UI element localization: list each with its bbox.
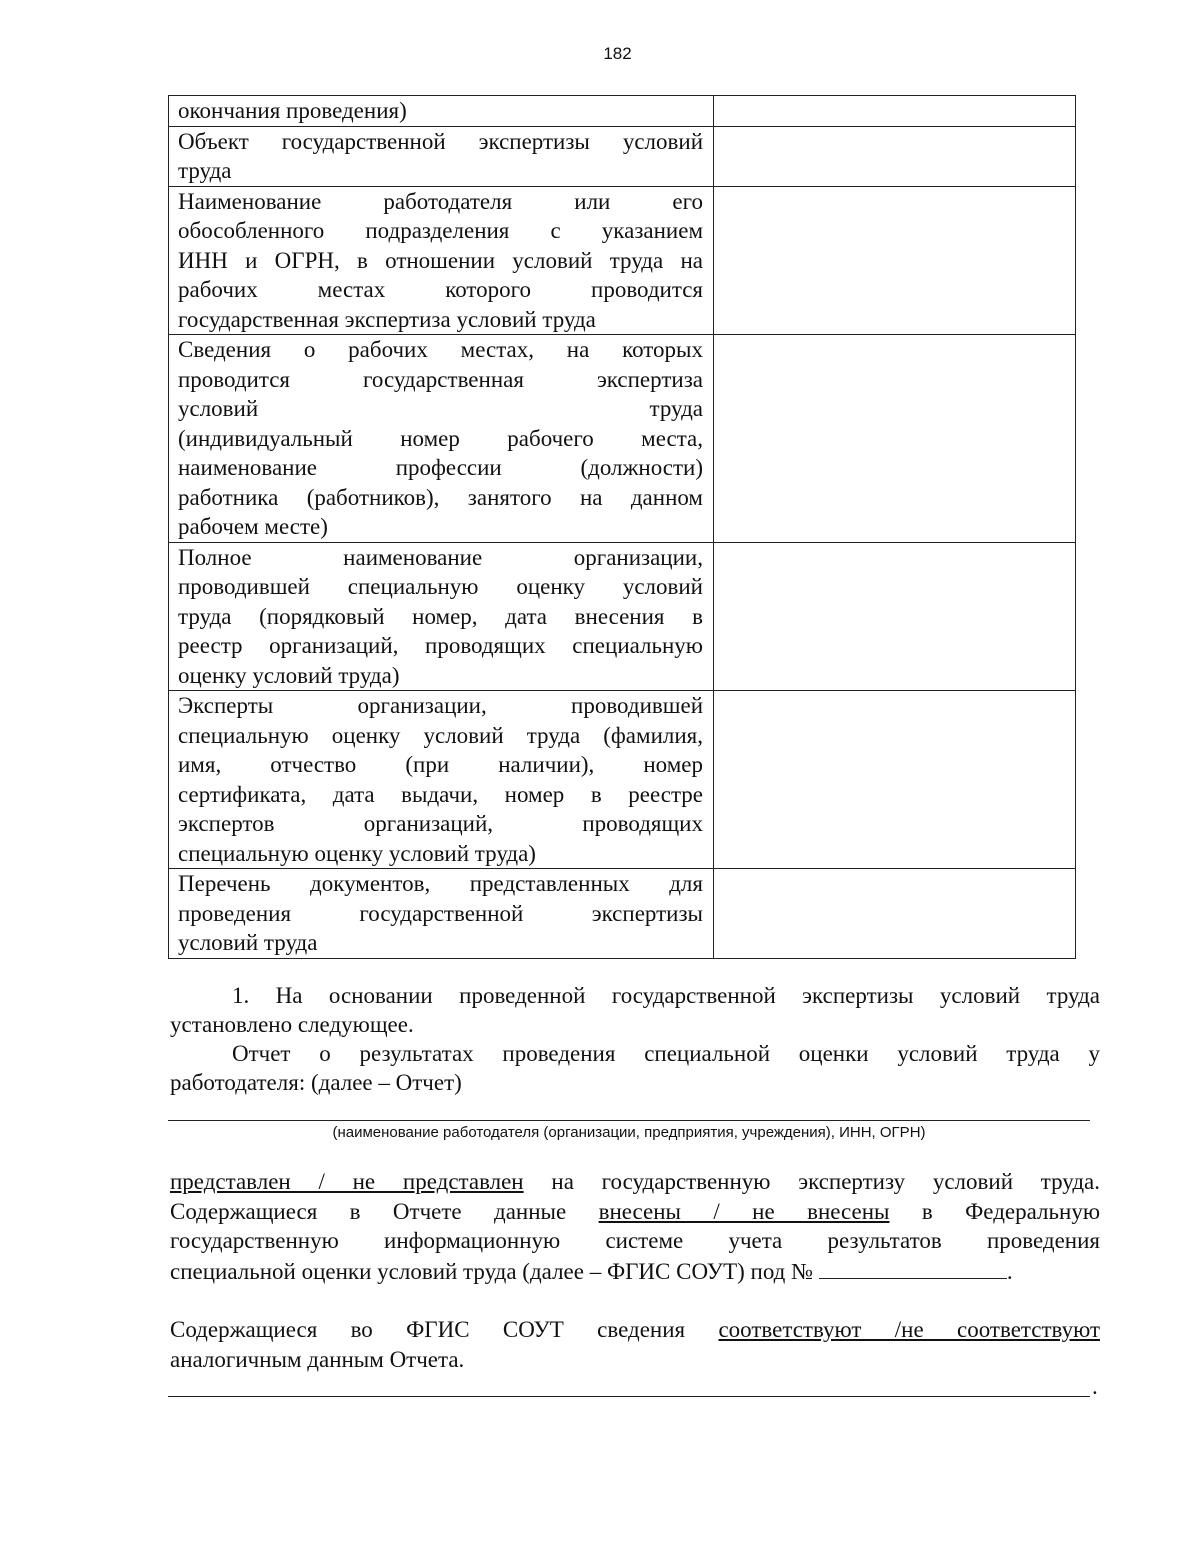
row-value-cell[interactable]	[714, 542, 1076, 691]
paragraph-status	[170, 1167, 1100, 1286]
row-label	[169, 542, 714, 691]
fgis-line2: аналогичным данным Отчета.	[170, 1346, 465, 1372]
row-label-line: сертификата, дата выдачи, номер в реестре	[178, 781, 703, 807]
row-label-line: проведения государственной экспертизы	[178, 900, 703, 926]
status-line4	[170, 1256, 1100, 1287]
fgis-line1-start: Содержащиеся во ФГИС СОУТ сведения	[170, 1317, 719, 1342]
row-label-line: труда	[178, 158, 232, 183]
row-label	[169, 186, 714, 335]
row-label	[169, 869, 714, 959]
row-label-line: проводившей специальную оценку условий	[178, 574, 703, 599]
status-line1-text: на государственную экспертизу условий труда.	[523, 1169, 1100, 1194]
row-label-line: имя, отчество (при наличии), номер	[178, 752, 703, 777]
row-label	[169, 335, 714, 543]
row-value-cell[interactable]	[714, 96, 1076, 127]
row-label-line: условий труда	[178, 396, 703, 421]
row-label-line: специальную оценку условий труда (фамилия,	[178, 722, 703, 748]
paragraph-report-line1: Отчет о результатах проведения специальной оценки условий труда у	[232, 1041, 1100, 1066]
row-label-line: Сведения о рабочих местах, на которых	[178, 337, 703, 362]
row-label-line: работника (работников), занятого на данном	[178, 484, 703, 510]
table-row	[169, 691, 1076, 869]
paragraph-findings-line2: установлено следующее.	[170, 1012, 414, 1037]
row-value-cell[interactable]	[714, 869, 1076, 959]
paragraph-findings-line1: 1. На основании проведенной государственной экспертизы условий труда	[232, 983, 1100, 1008]
row-label	[169, 96, 714, 127]
row-label-line: ИНН и ОГРН, в отношении условий труда на	[178, 247, 703, 273]
row-label-line: наименование профессии (должности)	[178, 455, 703, 480]
expertise-info-table	[168, 95, 1076, 959]
status-line4-end: .	[1006, 1258, 1013, 1284]
status-line1	[170, 1167, 1100, 1197]
table-row	[169, 869, 1076, 959]
table-row	[169, 542, 1076, 691]
row-value-cell[interactable]	[714, 335, 1076, 543]
row-label-line: Перечень документов, представленных для	[178, 871, 703, 896]
row-label-line: экспертов организаций, проводящих	[178, 811, 703, 836]
row-label-line: рабочих местах которого проводится	[178, 277, 703, 302]
paragraph-fgis	[170, 1315, 1100, 1374]
final-blank-line[interactable]	[168, 1396, 1090, 1397]
row-label-line: труда (порядковый номер, дата внесения в	[178, 603, 703, 629]
status-line4-text: специальной оценки условий труда (далее – ФГИС СОУТ) под №	[170, 1258, 814, 1284]
option-match[interactable]: соответствуют /не соответствуют	[718, 1317, 1100, 1342]
employer-caption: (наименование работодателя (организации, предприятия, учреждения), ИНН, ОГРН)	[332, 1124, 926, 1141]
table-row	[169, 96, 1076, 127]
fgis-line1	[170, 1315, 1100, 1345]
employer-blank-line[interactable]	[168, 1120, 1090, 1121]
row-label-line: специальную оценку условий труда)	[178, 840, 536, 866]
option-presented[interactable]: представлен / не представлен	[170, 1169, 524, 1194]
status-line3: государственную информационную системе учета результатов проведения	[170, 1228, 1100, 1253]
row-label-line: Наименование работодателя или его	[178, 188, 703, 214]
row-label-line: проводится государственная экспертиза	[178, 366, 703, 392]
row-label-line: окончания проведения)	[178, 98, 407, 123]
page-number: 182	[603, 44, 632, 63]
table-row	[169, 335, 1076, 543]
row-value-cell[interactable]	[714, 186, 1076, 335]
row-value-cell[interactable]	[714, 691, 1076, 869]
paragraph-findings	[170, 981, 1100, 1011]
row-label	[169, 691, 714, 869]
row-label-line: рабочем месте)	[178, 514, 328, 539]
row-label-line: Полное наименование организации,	[178, 544, 703, 570]
fgis-number-blank[interactable]	[819, 1256, 1007, 1279]
row-label-line: реестр организаций, проводящих специальную	[178, 633, 703, 658]
table-row	[169, 126, 1076, 186]
paragraph-report	[170, 1039, 1100, 1069]
status-line2-end: в Федеральную	[889, 1198, 1100, 1224]
row-label-line: обособленного подразделения с указанием	[178, 218, 703, 243]
paragraph-findings-cont	[170, 1010, 1100, 1040]
status-line2	[170, 1197, 1100, 1227]
status-line2-start: Содержащиеся в Отчете данные	[170, 1198, 599, 1224]
row-value-cell[interactable]	[714, 126, 1076, 186]
row-label-line: оценку условий труда)	[178, 662, 400, 688]
row-label-line: (индивидуальный номер рабочего места,	[178, 425, 703, 451]
row-label-line: государственная экспертиза условий труда	[178, 306, 596, 332]
row-label-line: условий труда	[178, 930, 318, 955]
row-label	[169, 126, 714, 186]
paragraph-report-cont	[170, 1068, 1100, 1098]
row-label-line: Эксперты организации, проводившей	[178, 693, 703, 718]
option-entered[interactable]: внесены / не внесены	[598, 1198, 890, 1224]
table-row	[169, 186, 1076, 335]
row-label-line: Объект государственной экспертизы условий	[178, 128, 703, 154]
final-period: .	[1092, 1374, 1098, 1399]
paragraph-report-line2: работодателя: (далее – Отчет)	[170, 1070, 462, 1095]
